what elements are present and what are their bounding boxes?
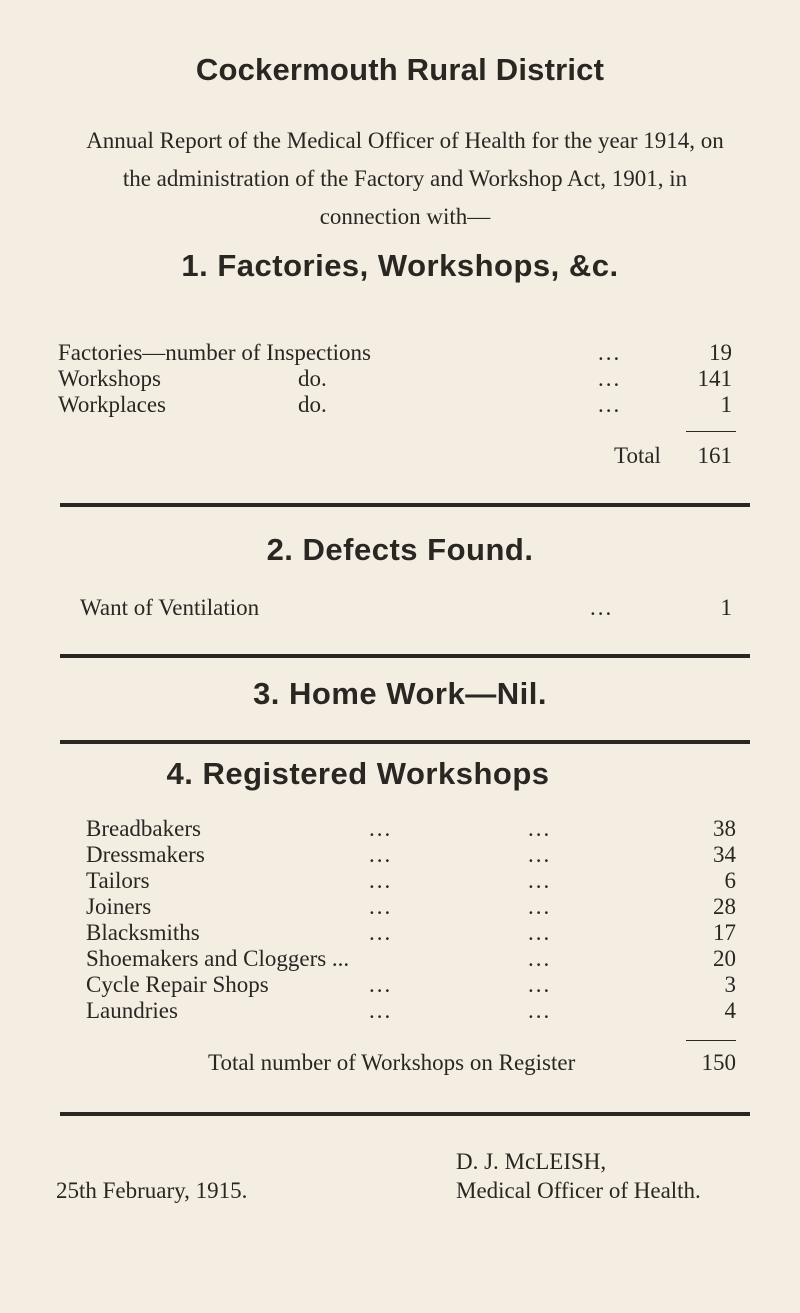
- row-dots: ...: [598, 340, 622, 365]
- section-1-total-label: Total: [614, 443, 661, 468]
- divider: [60, 654, 750, 658]
- workshop-row-laundries: [86, 996, 736, 1026]
- row-value: 1: [720, 392, 732, 417]
- row-dots: ...: [528, 894, 552, 919]
- row-label: Want of Ventilation: [80, 595, 260, 620]
- defect-row: [80, 593, 732, 623]
- row-dots: ...: [528, 920, 552, 945]
- row-label: Cycle Repair Shops: [86, 972, 269, 997]
- row-label: Dressmakers: [86, 842, 205, 867]
- row-label: Blacksmiths: [86, 920, 200, 945]
- row-label: Laundries: [86, 998, 178, 1023]
- section-1-total-value: 161: [697, 443, 732, 468]
- row-dots: ...: [369, 972, 393, 997]
- section-2-heading: 2. Defects Found.: [266, 532, 534, 567]
- row-label: Workshops: [58, 366, 161, 391]
- row-dots: ...: [598, 366, 622, 391]
- signatory-role: Medical Officer of Health.: [456, 1178, 701, 1203]
- divider: [60, 503, 750, 507]
- row-value: 34: [713, 842, 736, 867]
- row-dots: ...: [528, 816, 552, 841]
- row-dots: ...: [369, 816, 393, 841]
- row-label: Shoemakers and Cloggers ...: [86, 946, 350, 971]
- sum-rule: [686, 431, 736, 432]
- row-dots: ...: [528, 868, 552, 893]
- row-dots: ...: [369, 920, 393, 945]
- row-dots: ...: [528, 946, 552, 971]
- row-ditto: do.: [298, 366, 327, 391]
- divider: [60, 1112, 750, 1116]
- row-label: Workplaces: [58, 392, 166, 417]
- row-value: 1: [720, 595, 732, 620]
- row-dots: ...: [369, 868, 393, 893]
- section-3-heading: 3. Home Work—Nil.: [253, 676, 547, 711]
- row-label: Joiners: [86, 894, 152, 919]
- row-dots: ...: [590, 595, 614, 620]
- row-dots: ...: [528, 972, 552, 997]
- inspection-row-workplaces: [58, 390, 732, 420]
- row-value: 38: [713, 816, 736, 841]
- row-value: 3: [724, 972, 736, 997]
- signatory-name: D. J. McLEISH,: [456, 1149, 607, 1174]
- report-date: 25th February, 1915.: [56, 1178, 248, 1203]
- section-4-total-value: 150: [701, 1050, 736, 1075]
- row-dots: ...: [369, 998, 393, 1023]
- row-dots: ...: [369, 842, 393, 867]
- row-ditto: do.: [298, 392, 327, 417]
- row-value: 6: [724, 868, 736, 893]
- row-value: 4: [724, 998, 736, 1023]
- row-dots: ...: [369, 894, 393, 919]
- intro-paragraph: Annual Report of the Medical Officer of Health for the year 1914, on the administration of the Factory and Workshop Act, 1901, in connection with—: [86, 128, 724, 229]
- row-dots: ...: [528, 998, 552, 1023]
- row-value: 17: [713, 920, 736, 945]
- row-value: 141: [697, 366, 732, 391]
- section-1-heading: 1. Factories, Workshops, &c.: [181, 248, 619, 283]
- row-value: 19: [709, 340, 732, 365]
- row-label: Breadbakers: [86, 816, 201, 841]
- sum-rule: [686, 1040, 736, 1041]
- section-4-heading: 4. Registered Workshops: [166, 756, 550, 791]
- row-value: 20: [713, 946, 736, 971]
- row-dots: ...: [598, 392, 622, 417]
- divider: [60, 740, 750, 744]
- row-label: Tailors: [86, 868, 150, 893]
- page-title: Cockermouth Rural District: [195, 52, 605, 87]
- row-value: 28: [713, 894, 736, 919]
- row-dots: ...: [528, 842, 552, 867]
- row-label: Factories—number of Inspections: [58, 340, 371, 365]
- section-4-total-label: Total number of Workshops on Register: [208, 1050, 576, 1075]
